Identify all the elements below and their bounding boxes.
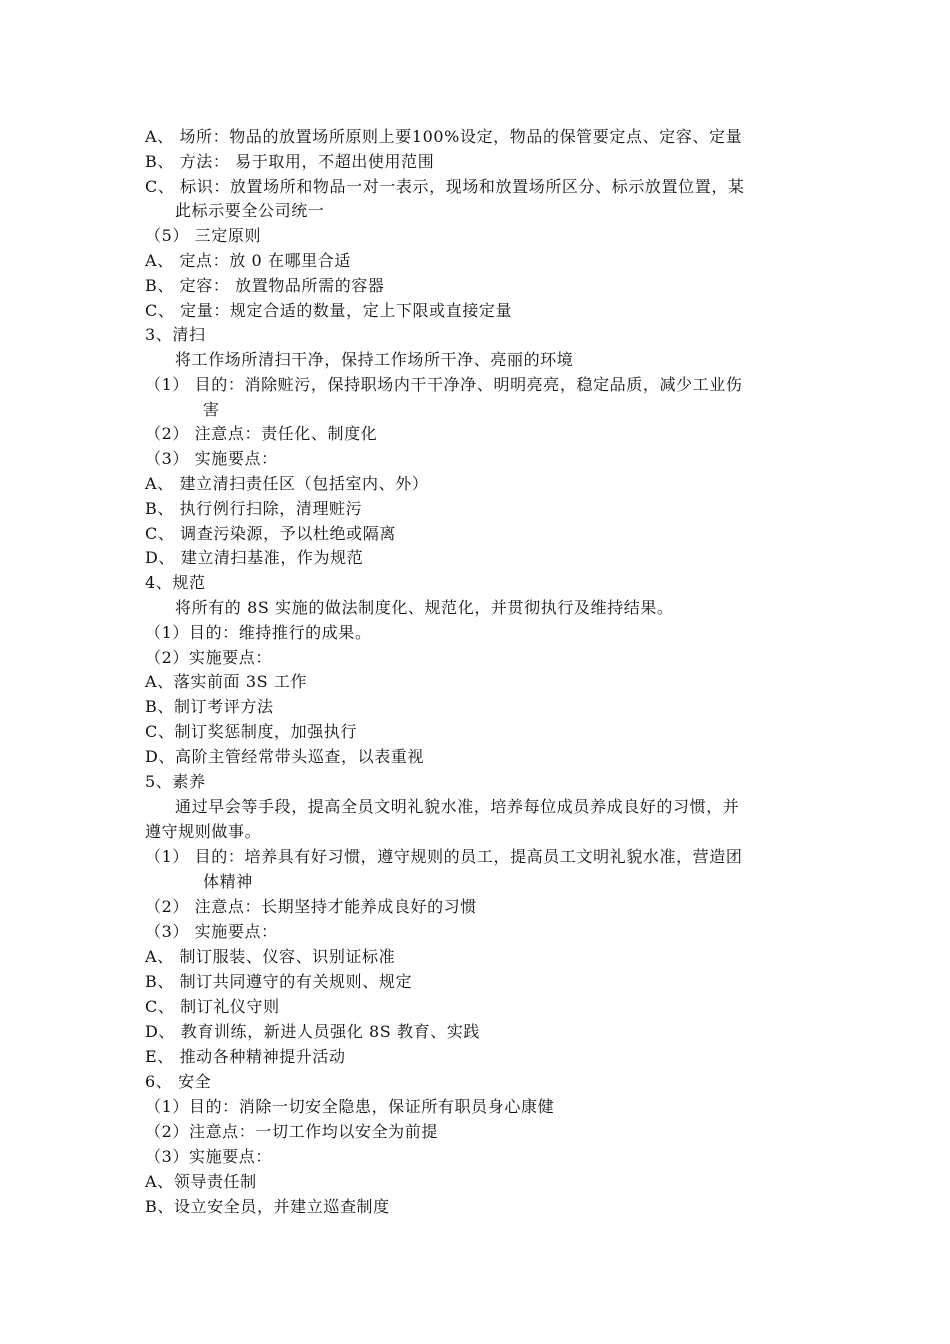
text-line: A、 建立清扫责任区（包括室内、外） bbox=[145, 474, 429, 493]
section-heading: 4、规范 bbox=[145, 573, 206, 592]
section-heading: 5、素养 bbox=[145, 772, 206, 791]
text-line: B、制订考评方法 bbox=[145, 697, 274, 716]
text-line: C、 调查污染源，予以杜绝或隔离 bbox=[145, 524, 396, 543]
text-line: （2） 注意点：长期坚持才能养成良好的习惯 bbox=[145, 897, 477, 916]
text-line: 害 bbox=[203, 400, 220, 419]
text-line: A、 场所：物品的放置场所原则上要100%设定，物品的保管要定点、定容、定量 bbox=[145, 127, 743, 146]
text-line: B、设立安全员，并建立巡查制度 bbox=[145, 1197, 390, 1216]
text-line: B、 执行例行扫除，清理赃污 bbox=[145, 499, 363, 518]
text-line: C、 制订礼仪守则 bbox=[145, 997, 280, 1016]
text-line: （1） 目的：培养具有好习惯，遵守规则的员工，提高员工文明礼貌水准，营造团 bbox=[145, 847, 743, 866]
text-line: （2） 注意点：责任化、制度化 bbox=[145, 424, 378, 443]
text-line: B、 方法： 易于取用，不超出使用范围 bbox=[145, 152, 435, 171]
text-line: A、领导责任制 bbox=[145, 1172, 257, 1191]
text-line: D、 建立清扫基准，作为规范 bbox=[145, 548, 364, 567]
section-heading: 3、清扫 bbox=[145, 325, 206, 344]
text-line: （1）目的：维持推行的成果。 bbox=[145, 623, 372, 642]
text-line: B、 定容： 放置物品所需的容器 bbox=[145, 276, 385, 295]
text-line: 将所有的 8S 实施的做法制度化、规范化，并贯彻执行及维持结果。 bbox=[175, 598, 674, 617]
text-line: C、 标识：放置场所和物品一对一表示，现场和放置场所区分、标示放置位置，某 bbox=[145, 177, 745, 196]
text-line: D、高阶主管经常带头巡查，以表重视 bbox=[145, 747, 425, 766]
text-line: （3） 实施要点： bbox=[145, 922, 278, 941]
text-line: （2）实施要点： bbox=[145, 648, 272, 667]
text-line: C、制订奖惩制度，加强执行 bbox=[145, 722, 358, 741]
text-line: 遵守规则做事。 bbox=[145, 822, 262, 841]
text-line: A、 制订服装、仪容、识别证标准 bbox=[145, 947, 396, 966]
section-heading: 6、 安全 bbox=[145, 1072, 212, 1091]
text-line: （2）注意点：一切工作均以安全为前提 bbox=[145, 1122, 438, 1141]
text-line: A、 定点：放 0 在哪里合适 bbox=[145, 251, 351, 270]
text-line: （3） 实施要点： bbox=[145, 449, 278, 468]
text-line: （1）目的：消除一切安全隐患，保证所有职员身心康健 bbox=[145, 1097, 555, 1116]
text-line: A、落实前面 3S 工作 bbox=[145, 672, 308, 691]
text-line: E、 推动各种精神提升活动 bbox=[145, 1047, 346, 1066]
text-line: 此标示要全公司统一 bbox=[175, 201, 325, 220]
text-line: B、 制订共同遵守的有关规则、规定 bbox=[145, 972, 413, 991]
text-line: （1） 目的：消除赃污，保持职场内干干净净、明明亮亮，稳定品质，减少工业伤 bbox=[145, 375, 743, 394]
text-line: C、 定量：规定合适的数量，定上下限或直接定量 bbox=[145, 301, 513, 320]
text-line: D、 教育训练，新进人员强化 8S 教育、实践 bbox=[145, 1022, 481, 1041]
text-line: （3）实施要点： bbox=[145, 1147, 272, 1166]
text-line: 将工作场所清扫干净，保持工作场所干净、亮丽的环境 bbox=[175, 350, 574, 369]
text-line: 体精神 bbox=[203, 872, 253, 891]
text-line: （5） 三定原则 bbox=[145, 226, 262, 245]
text-line: 通过早会等手段，提高全员文明礼貌水准，培养每位成员养成良好的习惯，并 bbox=[175, 797, 740, 816]
